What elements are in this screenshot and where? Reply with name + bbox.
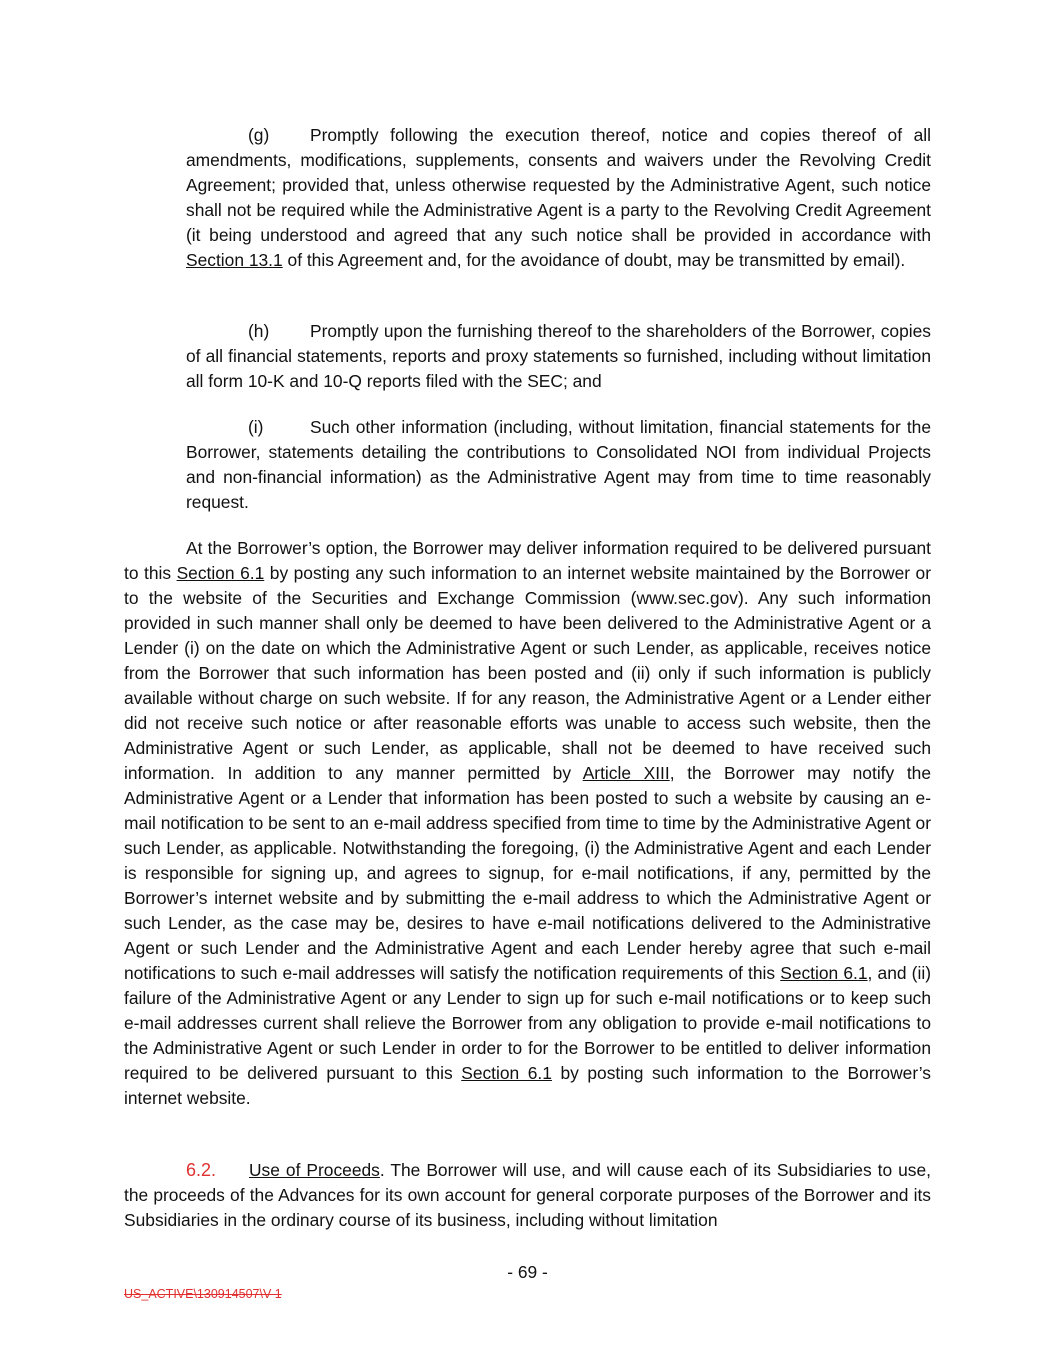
option-text-3: , the Borrower may notify the Administrative Agent or a Lender that information has been posted to such a website by causing an e-mail notification to be sent to an e-mail address specified from time to time by the Administrative Agent or such Lender, as applicable. Notwithstanding the foregoing, (i) the Administrative Agent and each Lender is responsible for signing up, and agrees to signup, for e-mail notifications, if any, permitted by the Borrower’s internet website and by submitting the e-mail address to which the Administrative Agent or such Lender, as the case may be, desires to have e-mail notifications delivered to the Administrative Agent or such Lender and the Administrative Agent and each Lender hereby agree that such e-mail notifications to such e-mail addresses will satisfy the notification requirements of this (124, 763, 932, 983)
section-6-1-link[interactable]: Section 6.1 (780, 963, 868, 983)
option-text-1: At the Borrower’s option, the Borrower may deliver information required to be delivered pursuant to this (124, 538, 931, 583)
section-13-1-link[interactable]: Section 13.1 (186, 250, 283, 270)
section-6-2-number: 6.2. (186, 1160, 217, 1180)
clause-h (186, 319, 931, 394)
clause-i-label: (i) (248, 417, 264, 437)
option-text-4: , and (ii) failure of the Administrative Agent or any Lender to sign up for such e-mail notifications or to keep such e-mail addresses current shall relieve the Borrower from any obligation to provide e-mail notifications to the Administrative Agent or such Lender in order to for the Borrower to be entitled to deliver information required to be delivered pursuant to this (124, 963, 931, 1083)
document-id: US_ACTIVE\130914507\V-1 (124, 1287, 282, 1301)
section-6-2 (124, 1158, 931, 1233)
clause-g (186, 123, 931, 273)
clause-g-text-after: of this Agreement and, for the avoidance of doubt, may be transmitted by email). (282, 250, 906, 270)
clause-g-text: Promptly following the execution thereof, notice and copies thereof of all amendments, modifications, supplements, consents and waivers under the Revolving Credit Agreement; provided that, unless otherwise requested by the Administrative Agent, such notice shall not be required while the Administrative Agent is a party to the Revolving Credit Agreement (it being understood and agreed that any such notice shall be provided in accordance with (186, 125, 931, 245)
section-6-2-heading: Use of Proceeds (249, 1160, 380, 1180)
clause-h-label: (h) (248, 321, 270, 341)
option-text-5: by posting such information to the Borrower’s internet website. (124, 1063, 931, 1108)
section-6-1-link[interactable]: Section 6.1 (461, 1063, 552, 1083)
page-number: - 69 - (507, 1262, 548, 1282)
article-xiii-link[interactable]: Article XIII (582, 763, 670, 783)
section-6-2-text: . The Borrower will use, and will cause each of its Subsidiaries to use, the proceeds of the Advances for its own account for general corporate purposes of the Borrower and its Subsidiaries in the ordinary course of its business, including without limitation (124, 1160, 931, 1230)
clause-i-text: Such other information (including, without limitation, financial statements for the Borrower, statements detailing the contributions to Consolidated NOI from individual Projects and non-financial information) as the Administrative Agent may from time to time reasonably request. (186, 417, 931, 512)
clause-i (186, 415, 931, 515)
option-paragraph (124, 536, 931, 1111)
clause-g-label: (g) (248, 125, 270, 145)
section-6-1-link[interactable]: Section 6.1 (176, 563, 265, 583)
clause-h-text: Promptly upon the furnishing thereof to the shareholders of the Borrower, copies of all financial statements, reports and proxy statements so furnished, including without limitation all form 10-K and 10-Q reports filed with the SEC; and (186, 321, 931, 391)
option-text-2: by posting any such information to an internet website maintained by the Borrower or to the website of the Securities and Exchange Commission (www.sec.gov). Any such information provided in such manner shall only be deemed to have been delivered to the Administrative Agent or a Lender (i) on the date on which the Administrative Agent or such Lender, as applicable, receives notice from the Borrower that such information has been posted and (ii) only if such information is publicly available without charge on such website. If for any reason, the Administrative Agent or a Lender either did not receive such notice or after reasonable efforts was unable to access such website, then the Administrative Agent or such Lender, as applicable, shall not be deemed to have received such information. In addition to any manner permitted by (124, 563, 931, 783)
